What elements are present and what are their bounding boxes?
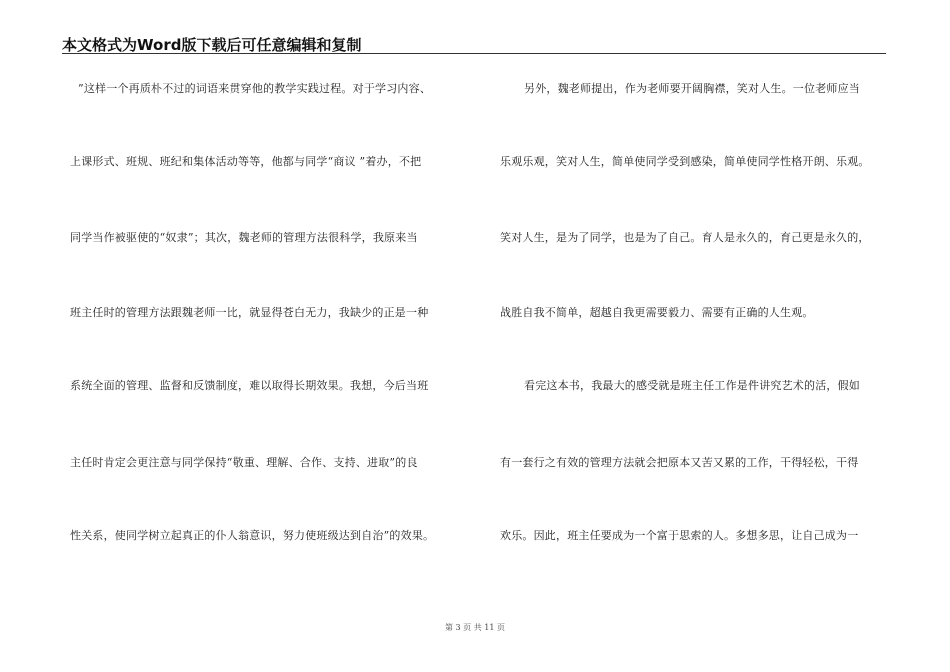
header-divider — [62, 53, 886, 54]
paragraph-line: 欢乐。因此，班主任要成为一个富于思索的人。多想多思，让自己成为一 — [500, 529, 859, 542]
document-header-title: 本文格式为Word版下载后可任意编辑和复制 — [62, 36, 362, 54]
paragraph-line: 同学当作被驱使的“奴隶”；其次，魏老师的管理方法很科学，我原来当 — [70, 231, 418, 244]
page-number: 第 3 页 共 11 页 — [445, 623, 505, 632]
paragraph-line: 战胜自我不简单，超越自我更需要毅力、需要有正确的人生观。 — [500, 306, 814, 319]
paragraph-line: 笑对人生，是为了同学，也是为了自己。育人是永久的，育己更是永久的， — [500, 231, 870, 244]
paragraph-line: ”这样一个再质朴不过的词语来贯穿他的教学实践过程。对于学习内容、 — [78, 82, 432, 95]
paragraph-line: 另外，魏老师提出，作为老师要开阔胸襟，笑对人生。一位老师应当 — [524, 82, 860, 95]
paragraph-line: 性关系，使同学树立起真正的仆人翁意识，努力使班级达到自治”的效果。 — [70, 529, 435, 542]
paragraph-line: 主任时肯定会更注意与同学保持“敬重、理解、合作、支持、进取”的良 — [70, 456, 418, 469]
paragraph-line: 上课形式、班规、班纪和集体活动等等，他都与同学“商议 ”着办，不把 — [70, 155, 422, 168]
paragraph-line: 看完这本书，我最大的感受就是班主任工作是件讲究艺术的活，假如 — [524, 379, 860, 392]
paragraph-line: 有一套行之有效的管理方法就会把原本又苦又累的工作，干得轻松，干得 — [500, 456, 859, 469]
paragraph-line: 班主任时的管理方法跟魏老师一比，就显得苍白无力，我缺少的正是一种 — [70, 306, 429, 319]
paragraph-line: 乐观乐观，笑对人生，简单使同学受到感染，简单使同学性格开朗、乐观。 — [500, 155, 870, 168]
paragraph-line: 系统全面的管理、监督和反馈制度，难以取得长期效果。我想，今后当班 — [70, 379, 429, 392]
